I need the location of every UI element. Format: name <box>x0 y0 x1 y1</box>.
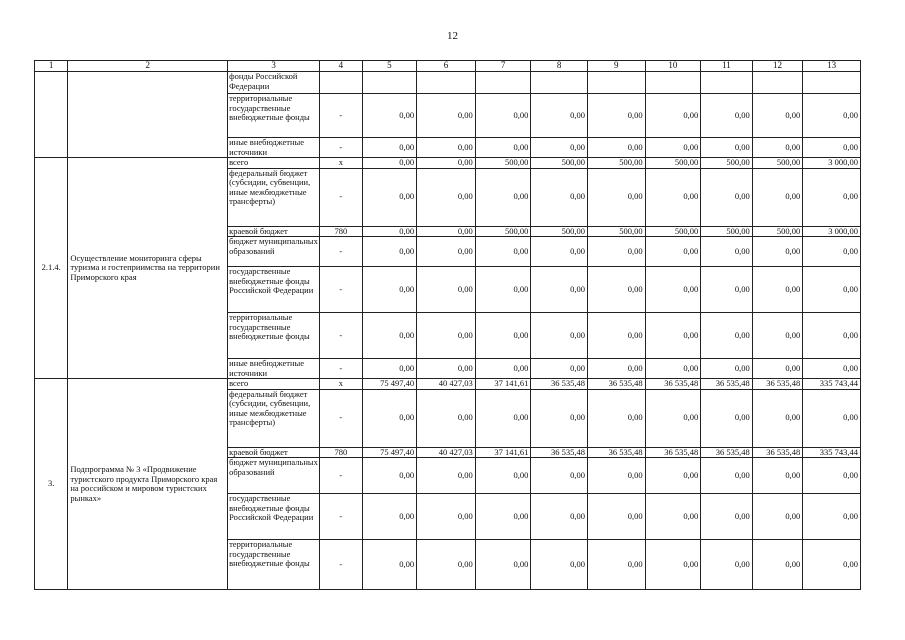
amount-cell <box>531 72 588 94</box>
amount-cell: 0,00 <box>587 458 645 494</box>
amount-cell: 0,00 <box>587 138 645 158</box>
amount-cell: 0,00 <box>645 540 701 590</box>
budget-code: 780 <box>320 226 362 237</box>
column-header: 4 <box>320 61 362 72</box>
amount-cell: 0,00 <box>475 237 531 267</box>
amount-cell: 0,00 <box>362 168 417 226</box>
amount-cell: 0,00 <box>752 359 803 379</box>
amount-cell: 500,00 <box>587 226 645 237</box>
amount-cell: 40 427,03 <box>417 379 476 390</box>
column-header: 12 <box>752 61 803 72</box>
amount-cell: 0,00 <box>587 389 645 447</box>
amount-cell: 0,00 <box>417 540 476 590</box>
amount-cell: 0,00 <box>645 138 701 158</box>
budget-code <box>320 72 362 94</box>
amount-cell: 36 535,48 <box>531 447 588 458</box>
amount-cell: 36 535,48 <box>645 379 701 390</box>
amount-cell: 0,00 <box>701 359 753 379</box>
amount-cell: 0,00 <box>417 158 476 169</box>
amount-cell: 0,00 <box>531 138 588 158</box>
amount-cell: 0,00 <box>531 313 588 359</box>
amount-cell: 0,00 <box>531 359 588 379</box>
amount-cell: 0,00 <box>362 359 417 379</box>
amount-cell: 0,00 <box>587 313 645 359</box>
amount-cell: 0,00 <box>803 94 861 138</box>
funding-source-label: территориальные государственные внебюджетные фонды <box>228 94 320 138</box>
amount-cell: 0,00 <box>752 540 803 590</box>
amount-cell: 36 535,48 <box>587 379 645 390</box>
item-name: Осуществление мониторинга сферы туризма и гостеприимства на территории Приморского края <box>68 158 228 379</box>
amount-cell: 0,00 <box>701 168 753 226</box>
amount-cell: 36 535,48 <box>752 447 803 458</box>
amount-cell: 0,00 <box>417 94 476 138</box>
amount-cell: 0,00 <box>417 313 476 359</box>
amount-cell: 0,00 <box>417 226 476 237</box>
item-number <box>35 72 68 158</box>
funding-source-label: федеральный бюджет (субсидии, субвенции, иные межбюджетные трансферты) <box>228 389 320 447</box>
amount-cell <box>475 72 531 94</box>
column-header: 5 <box>362 61 417 72</box>
amount-cell: 0,00 <box>701 267 753 313</box>
budget-code: - <box>320 267 362 313</box>
funding-source-label: иные внебюджетные источники <box>228 359 320 379</box>
amount-cell: 0,00 <box>362 138 417 158</box>
amount-cell: 0,00 <box>587 237 645 267</box>
header-row <box>35 61 861 72</box>
budget-code: - <box>320 237 362 267</box>
amount-cell: 0,00 <box>752 237 803 267</box>
amount-cell: 0,00 <box>417 168 476 226</box>
column-header: 3 <box>228 61 320 72</box>
amount-cell <box>701 72 753 94</box>
amount-cell: 0,00 <box>587 267 645 313</box>
column-header: 7 <box>475 61 531 72</box>
amount-cell: 0,00 <box>803 389 861 447</box>
amount-cell: 0,00 <box>752 458 803 494</box>
amount-cell: 0,00 <box>587 94 645 138</box>
amount-cell: 0,00 <box>475 540 531 590</box>
amount-cell: 36 535,48 <box>587 447 645 458</box>
budget-code: - <box>320 389 362 447</box>
amount-cell: 0,00 <box>803 313 861 359</box>
amount-cell: 0,00 <box>417 237 476 267</box>
amount-cell: 500,00 <box>752 158 803 169</box>
amount-cell: 0,00 <box>475 359 531 379</box>
amount-cell: 0,00 <box>362 458 417 494</box>
funding-source-label: территориальные государственные внебюджетные фонды <box>228 313 320 359</box>
amount-cell: 0,00 <box>752 138 803 158</box>
item-number: 2.1.4. <box>35 158 68 379</box>
amount-cell: 0,00 <box>752 94 803 138</box>
amount-cell <box>803 72 861 94</box>
amount-cell: 0,00 <box>803 494 861 540</box>
funding-source-label: краевой бюджет <box>228 226 320 237</box>
amount-cell: 0,00 <box>362 540 417 590</box>
amount-cell: 36 535,48 <box>701 379 753 390</box>
amount-cell: 0,00 <box>701 237 753 267</box>
amount-cell: 0,00 <box>362 226 417 237</box>
amount-cell: 75 497,40 <box>362 379 417 390</box>
budget-code: x <box>320 379 362 390</box>
amount-cell: 0,00 <box>587 540 645 590</box>
amount-cell: 0,00 <box>752 168 803 226</box>
amount-cell: 0,00 <box>645 359 701 379</box>
column-header: 13 <box>803 61 861 72</box>
budget-code: x <box>320 158 362 169</box>
amount-cell: 0,00 <box>752 267 803 313</box>
amount-cell: 0,00 <box>417 359 476 379</box>
amount-cell: 335 743,44 <box>803 379 861 390</box>
column-header: 2 <box>68 61 228 72</box>
amount-cell: 36 535,48 <box>701 447 753 458</box>
amount-cell: 0,00 <box>587 494 645 540</box>
amount-cell <box>587 72 645 94</box>
amount-cell: 0,00 <box>803 540 861 590</box>
amount-cell: 0,00 <box>362 158 417 169</box>
item-name <box>68 72 228 158</box>
amount-cell: 0,00 <box>645 168 701 226</box>
funding-source-label: фонды Российской Федерации <box>228 72 320 94</box>
amount-cell: 500,00 <box>701 158 753 169</box>
amount-cell: 0,00 <box>701 540 753 590</box>
amount-cell: 0,00 <box>803 168 861 226</box>
amount-cell: 0,00 <box>701 389 753 447</box>
amount-cell: 0,00 <box>645 494 701 540</box>
amount-cell: 500,00 <box>645 226 701 237</box>
amount-cell: 0,00 <box>701 94 753 138</box>
amount-cell: 0,00 <box>475 458 531 494</box>
amount-cell: 0,00 <box>475 267 531 313</box>
column-header: 10 <box>645 61 701 72</box>
column-header: 11 <box>701 61 753 72</box>
amount-cell <box>752 72 803 94</box>
amount-cell: 500,00 <box>701 226 753 237</box>
amount-cell: 500,00 <box>645 158 701 169</box>
amount-cell: 36 535,48 <box>531 379 588 390</box>
amount-cell: 0,00 <box>752 494 803 540</box>
column-header: 8 <box>531 61 588 72</box>
amount-cell: 0,00 <box>803 359 861 379</box>
budget-code: - <box>320 359 362 379</box>
item-name: Подпрограмма № 3 «Продвижение туристского продукта Приморского края на российском и мировом туристских рынках» <box>68 379 228 590</box>
funding-source-label: краевой бюджет <box>228 447 320 458</box>
amount-cell <box>417 72 476 94</box>
amount-cell: 0,00 <box>417 267 476 313</box>
table-row <box>35 158 861 169</box>
amount-cell: 0,00 <box>417 458 476 494</box>
amount-cell: 0,00 <box>362 267 417 313</box>
amount-cell: 500,00 <box>475 158 531 169</box>
amount-cell: 0,00 <box>417 389 476 447</box>
amount-cell: 0,00 <box>752 389 803 447</box>
amount-cell: 0,00 <box>803 237 861 267</box>
amount-cell: 0,00 <box>362 313 417 359</box>
funding-source-label: бюджет муниципальных образований <box>228 458 320 494</box>
amount-cell: 335 743,44 <box>803 447 861 458</box>
amount-cell: 0,00 <box>531 458 588 494</box>
amount-cell: 500,00 <box>752 226 803 237</box>
amount-cell: 0,00 <box>531 168 588 226</box>
budget-code: - <box>320 458 362 494</box>
amount-cell: 36 535,48 <box>752 379 803 390</box>
amount-cell: 0,00 <box>645 389 701 447</box>
column-header: 1 <box>35 61 68 72</box>
column-header: 6 <box>417 61 476 72</box>
amount-cell: 0,00 <box>362 94 417 138</box>
amount-cell: 0,00 <box>475 313 531 359</box>
item-number: 3. <box>35 379 68 590</box>
amount-cell: 0,00 <box>362 389 417 447</box>
amount-cell: 0,00 <box>645 237 701 267</box>
funding-source-label: иные внебюджетные источники <box>228 138 320 158</box>
amount-cell: 0,00 <box>752 313 803 359</box>
amount-cell: 0,00 <box>531 389 588 447</box>
amount-cell: 36 535,48 <box>645 447 701 458</box>
amount-cell: 0,00 <box>701 138 753 158</box>
amount-cell: 500,00 <box>531 226 588 237</box>
amount-cell: 0,00 <box>531 494 588 540</box>
amount-cell: 0,00 <box>701 494 753 540</box>
budget-code: 780 <box>320 447 362 458</box>
funding-source-label: федеральный бюджет (субсидии, субвенции, иные межбюджетные трансферты) <box>228 168 320 226</box>
amount-cell: 0,00 <box>531 94 588 138</box>
funding-source-label: бюджет муниципальных образований <box>228 237 320 267</box>
amount-cell <box>645 72 701 94</box>
amount-cell: 0,00 <box>531 540 588 590</box>
amount-cell: 0,00 <box>417 494 476 540</box>
amount-cell: 0,00 <box>803 267 861 313</box>
amount-cell: 0,00 <box>475 389 531 447</box>
amount-cell: 0,00 <box>417 138 476 158</box>
amount-cell: 40 427,03 <box>417 447 476 458</box>
amount-cell: 3 000,00 <box>803 158 861 169</box>
amount-cell: 0,00 <box>475 494 531 540</box>
amount-cell: 37 141,61 <box>475 447 531 458</box>
funding-source-label: всего <box>228 158 320 169</box>
funding-source-label: государственные внебюджетные фонды Российской Федерации <box>228 494 320 540</box>
amount-cell: 0,00 <box>531 237 588 267</box>
budget-table <box>34 60 861 590</box>
amount-cell: 0,00 <box>362 237 417 267</box>
amount-cell: 0,00 <box>701 458 753 494</box>
amount-cell: 0,00 <box>531 267 588 313</box>
table-row <box>35 72 861 94</box>
amount-cell: 0,00 <box>587 168 645 226</box>
amount-cell: 0,00 <box>803 458 861 494</box>
funding-source-label: государственные внебюджетные фонды Российской Федерации <box>228 267 320 313</box>
amount-cell: 0,00 <box>475 168 531 226</box>
funding-source-label: территориальные государственные внебюджетные фонды <box>228 540 320 590</box>
budget-code: - <box>320 138 362 158</box>
budget-code: - <box>320 94 362 138</box>
amount-cell: 0,00 <box>362 494 417 540</box>
funding-source-label: всего <box>228 379 320 390</box>
amount-cell: 0,00 <box>645 267 701 313</box>
amount-cell: 0,00 <box>645 94 701 138</box>
amount-cell: 500,00 <box>475 226 531 237</box>
column-header: 9 <box>587 61 645 72</box>
amount-cell: 500,00 <box>531 158 588 169</box>
amount-cell <box>362 72 417 94</box>
amount-cell: 0,00 <box>475 94 531 138</box>
amount-cell: 0,00 <box>645 313 701 359</box>
amount-cell: 75 497,40 <box>362 447 417 458</box>
amount-cell: 0,00 <box>475 138 531 158</box>
budget-code: - <box>320 540 362 590</box>
amount-cell: 0,00 <box>701 313 753 359</box>
amount-cell: 3 000,00 <box>803 226 861 237</box>
amount-cell: 500,00 <box>587 158 645 169</box>
amount-cell: 37 141,61 <box>475 379 531 390</box>
page-number: 12 <box>447 30 458 42</box>
budget-code: - <box>320 168 362 226</box>
table-row <box>35 379 861 390</box>
budget-code: - <box>320 313 362 359</box>
amount-cell: 0,00 <box>803 138 861 158</box>
amount-cell: 0,00 <box>645 458 701 494</box>
budget-code: - <box>320 494 362 540</box>
amount-cell: 0,00 <box>587 359 645 379</box>
